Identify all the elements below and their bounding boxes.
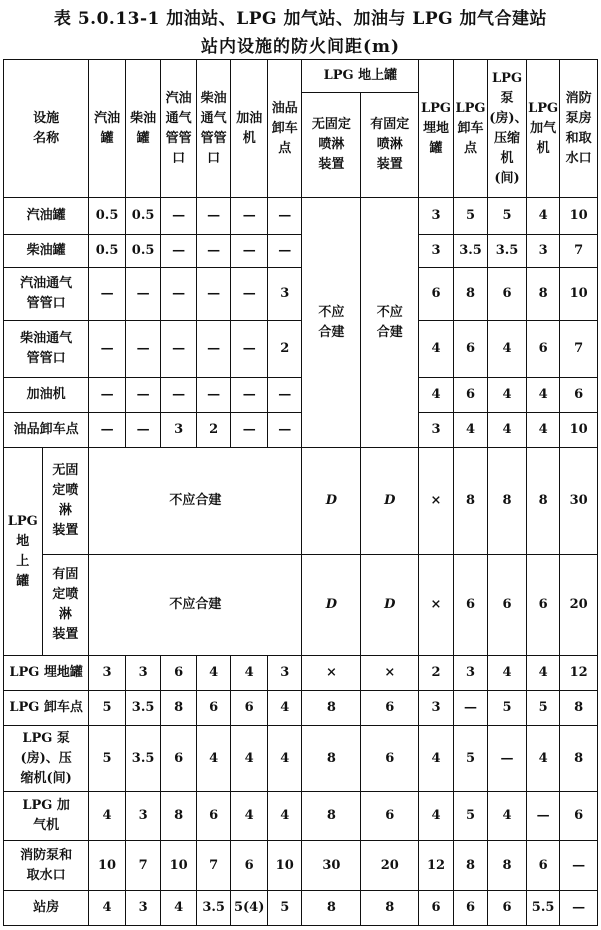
cell: 30 (302, 841, 361, 891)
cell: 3 (125, 792, 161, 841)
cell: 6 (488, 268, 527, 321)
cell: 3 (419, 198, 454, 235)
cell: 3 (267, 268, 302, 321)
table-row (4, 413, 598, 448)
cell: 6 (453, 321, 488, 378)
cell: 8 (453, 448, 488, 555)
row-label: 汽油通气 管管口 (4, 268, 89, 321)
cell: 3 (89, 656, 126, 691)
cell: 5 (526, 691, 560, 726)
cell: 0.5 (89, 235, 126, 268)
cell: 30 (560, 448, 598, 555)
cell: 2 (419, 656, 454, 691)
cell: 4 (231, 792, 268, 841)
cell: 6 (196, 691, 231, 726)
cell: 7 (196, 841, 231, 891)
cell: 5 (453, 792, 488, 841)
col-lpg-buried-tank: LPG 埋地 罐 (419, 60, 454, 198)
cell: 3 (419, 691, 454, 726)
cell: 8 (526, 268, 560, 321)
cell: — (231, 378, 268, 413)
cell: 10 (560, 413, 598, 448)
cell: 0.5 (125, 198, 161, 235)
row-label: 油品卸车点 (4, 413, 89, 448)
cell: 3 (526, 235, 560, 268)
cell: 5(4) (231, 891, 268, 926)
cell: — (267, 378, 302, 413)
cell: 5 (89, 691, 126, 726)
row-label: 汽油罐 (4, 198, 89, 235)
cell: 3 (419, 413, 454, 448)
cell: 8 (302, 891, 361, 926)
cell: 6 (526, 321, 560, 378)
row-label: 站房 (4, 891, 89, 926)
col-lpg-no-sprinkler: 无固定 喷淋 装置 (302, 93, 361, 198)
cell: 6 (419, 891, 454, 926)
cell: 5.5 (526, 891, 560, 926)
table-title: 表 5.0.13-1 加油站、LPG 加气站、加油与 LPG 加气合建站 (53, 9, 548, 29)
table-row (4, 378, 598, 413)
cell: 3 (267, 656, 302, 691)
row-label: 加油机 (4, 378, 89, 413)
fire-distance-table (3, 59, 598, 926)
cell: 8 (526, 448, 560, 555)
table-row (4, 891, 598, 926)
cell: 6 (526, 841, 560, 891)
row-label: 柴油罐 (4, 235, 89, 268)
col-oil-unloading: 油品 卸车 点 (267, 60, 302, 198)
col-lpg-pump: LPG 泵 (房)、 压缩 机 (间) (488, 60, 527, 198)
cell: — (89, 413, 126, 448)
cell: 8 (453, 841, 488, 891)
cell: 6 (161, 656, 197, 691)
cell: 6 (231, 841, 268, 891)
cell: — (196, 198, 231, 235)
cell: 4 (488, 792, 527, 841)
cell: 12 (419, 841, 454, 891)
cell: 5 (488, 198, 527, 235)
cell: 10 (267, 841, 302, 891)
cell: 4 (231, 656, 268, 691)
cell: 4 (267, 726, 302, 792)
cell: 4 (488, 321, 527, 378)
not-allowed-cell: 不应合建 (89, 555, 302, 656)
cell: — (560, 891, 598, 926)
cell: D (302, 448, 361, 555)
cell: 8 (302, 691, 361, 726)
cell: — (89, 268, 126, 321)
cell: 10 (161, 841, 197, 891)
cell: — (267, 198, 302, 235)
row-label: 消防泵和 取水口 (4, 841, 89, 891)
cell: — (125, 321, 161, 378)
cell: × (302, 656, 361, 691)
row-label: LPG 埋地罐 (4, 656, 89, 691)
cell: 6 (361, 691, 419, 726)
col-diesel-vent: 柴油 通气 管管 口 (196, 60, 231, 198)
cell: — (526, 792, 560, 841)
cell: 4 (453, 413, 488, 448)
col-lpg-unloading: LPG 卸车 点 (453, 60, 488, 198)
cell: 2 (196, 413, 231, 448)
cell: 10 (560, 268, 598, 321)
cell: 4 (526, 378, 560, 413)
table-row (4, 792, 598, 841)
cell: 6 (488, 555, 527, 656)
not-allowed-cell: 不应合建 (89, 448, 302, 555)
col-lpg-dispenser: LPG 加气 机 (526, 60, 560, 198)
cell: 20 (560, 555, 598, 656)
cell: D (361, 448, 419, 555)
cell: 6 (419, 268, 454, 321)
cell: 3 (125, 656, 161, 691)
cell: 3.5 (125, 726, 161, 792)
cell: 10 (89, 841, 126, 891)
cell: 3 (125, 891, 161, 926)
cell: 4 (488, 656, 527, 691)
cell: — (231, 321, 268, 378)
cell: 4 (267, 792, 302, 841)
cell: 6 (453, 891, 488, 926)
not-allowed-cell: 不应 合建 (361, 198, 419, 448)
cell: 6 (361, 726, 419, 792)
cell: 4 (419, 726, 454, 792)
cell: 4 (231, 726, 268, 792)
table-row (4, 268, 598, 321)
cell: 4 (89, 792, 126, 841)
cell: 8 (161, 792, 197, 841)
table-row (4, 726, 598, 792)
cell: 4 (89, 891, 126, 926)
col-gasoline-vent: 汽油 通气 管管 口 (161, 60, 197, 198)
cell: 5 (267, 891, 302, 926)
cell: 7 (125, 841, 161, 891)
cell: 8 (453, 268, 488, 321)
cell: 4 (488, 413, 527, 448)
cell: 5 (89, 726, 126, 792)
cell: — (125, 268, 161, 321)
cell: 6 (560, 378, 598, 413)
cell: 4 (419, 321, 454, 378)
cell: 3.5 (196, 891, 231, 926)
cell: — (453, 691, 488, 726)
cell: — (196, 378, 231, 413)
cell: — (267, 235, 302, 268)
cell: 5 (488, 691, 527, 726)
lpg-tank-group-label: LPG 地 上 罐 (4, 448, 43, 656)
table-row (4, 198, 598, 235)
cell: 8 (560, 691, 598, 726)
cell: — (267, 413, 302, 448)
col-gasoline-tank: 汽油 罐 (89, 60, 126, 198)
row-label: LPG 加 气机 (4, 792, 89, 841)
cell: 6 (488, 891, 527, 926)
col-lpg-with-sprinkler: 有固定 喷淋 装置 (361, 93, 419, 198)
cell: 8 (488, 841, 527, 891)
cell: 6 (453, 555, 488, 656)
cell: — (196, 321, 231, 378)
table-row (4, 235, 598, 268)
cell: — (231, 235, 268, 268)
cell: 6 (161, 726, 197, 792)
table-row (4, 656, 598, 691)
cell: — (89, 321, 126, 378)
cell: 4 (526, 198, 560, 235)
col-diesel-tank: 柴油 罐 (125, 60, 161, 198)
table-row (4, 321, 598, 378)
cell: 4 (526, 413, 560, 448)
cell: 7 (560, 321, 598, 378)
cell: 4 (419, 378, 454, 413)
cell: D (361, 555, 419, 656)
cell: 3.5 (453, 235, 488, 268)
cell: 6 (231, 691, 268, 726)
row-label: 柴油通气 管管口 (4, 321, 89, 378)
table-row (4, 555, 598, 656)
cell: 8 (161, 691, 197, 726)
cell: 2 (267, 321, 302, 378)
cell: — (161, 268, 197, 321)
cell: 3 (419, 235, 454, 268)
cell: 5 (453, 198, 488, 235)
cell: 6 (526, 555, 560, 656)
cell: 6 (361, 792, 419, 841)
row-label: 有固 定喷 淋 装置 (42, 555, 89, 656)
cell: 4 (419, 792, 454, 841)
cell: 4 (526, 656, 560, 691)
cell: 10 (560, 198, 598, 235)
cell: × (361, 656, 419, 691)
cell: × (419, 555, 454, 656)
facility-name-header: 设施 名称 (4, 60, 89, 198)
cell: 8 (560, 726, 598, 792)
cell: — (161, 321, 197, 378)
cell: — (161, 378, 197, 413)
cell: 3.5 (125, 691, 161, 726)
col-lpg-above-ground-group: LPG 地上罐 (302, 60, 419, 93)
cell: 0.5 (125, 235, 161, 268)
header-row-1 (4, 60, 598, 93)
cell: — (196, 268, 231, 321)
cell: 4 (161, 891, 197, 926)
cell: — (231, 268, 268, 321)
cell: 8 (302, 792, 361, 841)
cell: — (231, 413, 268, 448)
cell: 20 (361, 841, 419, 891)
cell: 4 (196, 656, 231, 691)
cell: 7 (560, 235, 598, 268)
col-fire-pump: 消防 泵房 和取 水口 (560, 60, 598, 198)
cell: — (161, 235, 197, 268)
cell: 6 (560, 792, 598, 841)
row-label: 无固 定喷 淋 装置 (42, 448, 89, 555)
cell: 8 (488, 448, 527, 555)
cell: 3 (161, 413, 197, 448)
cell: 3.5 (488, 235, 527, 268)
cell: 0.5 (89, 198, 126, 235)
cell: 4 (526, 726, 560, 792)
cell: — (125, 378, 161, 413)
row-label: LPG 卸车点 (4, 691, 89, 726)
cell: 6 (453, 378, 488, 413)
row-label: LPG 泵 (房)、压 缩机(间) (4, 726, 89, 792)
cell: 8 (361, 891, 419, 926)
table-row (4, 691, 598, 726)
cell: — (488, 726, 527, 792)
cell: — (196, 235, 231, 268)
col-dispenser: 加油 机 (231, 60, 268, 198)
cell: 6 (196, 792, 231, 841)
cell: 3 (453, 656, 488, 691)
cell: 4 (196, 726, 231, 792)
table-row (4, 841, 598, 891)
cell: × (419, 448, 454, 555)
cell: 8 (302, 726, 361, 792)
cell: 4 (488, 378, 527, 413)
not-allowed-cell: 不应 合建 (302, 198, 361, 448)
cell: — (125, 413, 161, 448)
cell: — (161, 198, 197, 235)
cell: — (231, 198, 268, 235)
cell: D (302, 555, 361, 656)
table-row (4, 448, 598, 555)
cell: — (560, 841, 598, 891)
cell: — (89, 378, 126, 413)
cell: 12 (560, 656, 598, 691)
table-subtitle: 站内设施的防火间距(m) (200, 37, 401, 57)
cell: 4 (267, 691, 302, 726)
cell: 5 (453, 726, 488, 792)
